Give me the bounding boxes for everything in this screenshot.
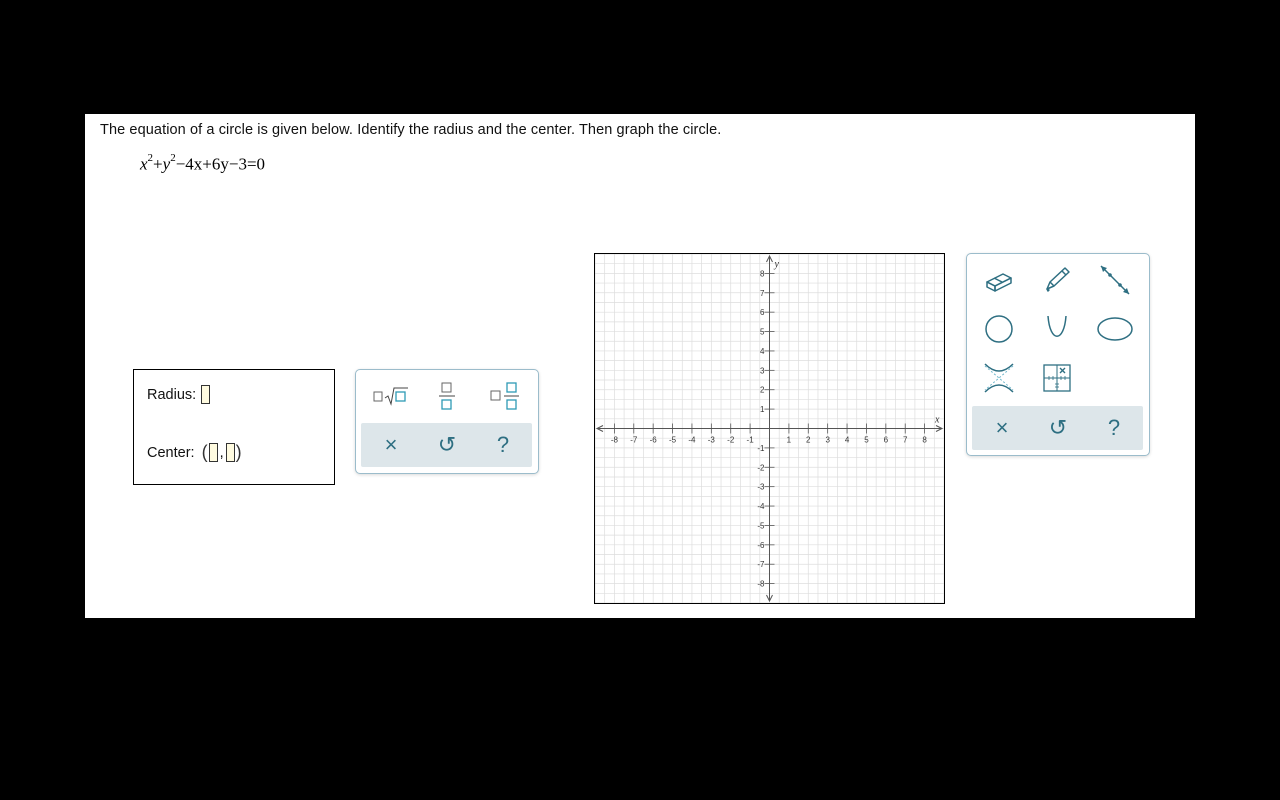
ellipse-tool[interactable]	[1095, 309, 1135, 349]
radius-input[interactable]	[201, 385, 210, 404]
x-tick-label: 4	[844, 435, 850, 445]
x-tick-label: -6	[649, 435, 657, 445]
x-tick-label: -8	[610, 435, 618, 445]
mixed-number-template-button[interactable]	[480, 380, 530, 412]
center-comma: ,	[219, 444, 224, 461]
undo-icon: ↺	[1048, 415, 1068, 440]
x-tick-label: 3	[825, 435, 830, 445]
eraser-icon	[983, 266, 1015, 294]
center-input-group	[201, 442, 243, 463]
radius-label: Radius:	[147, 386, 197, 403]
y-tick-label: -5	[757, 521, 765, 531]
equation-y: y	[162, 154, 171, 174]
hyperbola-icon	[982, 361, 1016, 395]
pencil-icon	[1041, 264, 1073, 296]
y-tick-label: 7	[760, 288, 765, 298]
parabola-icon	[1043, 313, 1071, 345]
y-tick-label: 1	[760, 405, 765, 415]
pencil-tool[interactable]	[1037, 260, 1077, 300]
graph-help-button[interactable]	[1089, 406, 1139, 450]
graph-clear-button[interactable]	[977, 406, 1027, 450]
answer-box	[133, 369, 335, 485]
ellipse-icon	[1096, 315, 1134, 343]
y-tick-label: 8	[760, 269, 765, 279]
y-axis-label: y	[774, 259, 779, 270]
x-tick-label: 5	[864, 435, 869, 445]
equation-plus: +	[153, 154, 163, 174]
equation-exponent-y: 2	[170, 152, 176, 164]
x-tick-label: -5	[668, 435, 677, 445]
x-tick-label: 2	[806, 435, 811, 445]
y-tick-label: -6	[757, 540, 765, 550]
x-tick-label: 8	[922, 435, 927, 445]
center-x-input[interactable]	[209, 443, 218, 462]
circle-tool[interactable]	[979, 309, 1019, 349]
help-icon: ?	[496, 432, 510, 457]
fraction-template-icon	[435, 381, 459, 411]
x-axis-label: x	[935, 414, 940, 426]
center-label: Center:	[147, 444, 195, 461]
graph-tools-action-bar	[972, 406, 1143, 450]
x-tick-label: 7	[902, 435, 908, 445]
y-tick-label: 6	[760, 308, 765, 318]
point-grid-tool[interactable]	[1037, 358, 1077, 398]
y-tick-label: 2	[760, 385, 765, 395]
x-tick-label: 6	[883, 435, 889, 445]
x-tick-label: -3	[707, 435, 715, 445]
center-open-paren: (	[201, 442, 208, 462]
center-y-input[interactable]	[226, 443, 235, 462]
point-grid-icon	[1041, 362, 1073, 394]
parabola-tool[interactable]	[1037, 309, 1077, 349]
y-tick-label: 3	[760, 366, 765, 376]
x-tick-label: -7	[630, 435, 638, 445]
graph-area[interactable]	[594, 253, 945, 604]
clear-icon: ×	[995, 415, 1009, 440]
clear-button[interactable]	[366, 423, 416, 467]
hyperbola-tool[interactable]	[979, 358, 1019, 398]
equation-rest: −4x+6y−3=0	[175, 154, 266, 174]
help-icon: ?	[1107, 415, 1121, 440]
eraser-tool[interactable]	[979, 260, 1019, 300]
graph-undo-button[interactable]	[1033, 406, 1083, 450]
line-tool[interactable]	[1095, 260, 1135, 300]
mixed-number-template-icon	[487, 381, 523, 411]
radius-row	[147, 385, 210, 404]
sqrt-template-icon	[370, 384, 410, 408]
x-tick-label: -4	[688, 435, 696, 445]
circle-icon	[983, 313, 1015, 345]
clear-icon: ×	[384, 432, 398, 457]
center-row	[147, 442, 243, 463]
x-tick-label: -2	[727, 435, 735, 445]
math-palette	[355, 369, 539, 474]
y-tick-label: -1	[757, 443, 765, 453]
y-tick-label: -7	[757, 560, 765, 570]
y-tick-label: -8	[757, 579, 765, 589]
math-palette-action-bar	[361, 423, 532, 467]
y-tick-label: 4	[760, 346, 765, 356]
y-tick-label: -2	[757, 463, 765, 473]
undo-button[interactable]	[422, 423, 472, 467]
equation-exponent-x: 2	[147, 152, 154, 164]
center-close-paren: )	[235, 442, 242, 462]
sqrt-template-button[interactable]	[366, 380, 414, 412]
equation-x: x	[140, 154, 148, 174]
x-tick-label: 1	[786, 435, 792, 445]
line-icon	[1098, 263, 1132, 297]
x-tick-label: -1	[746, 435, 754, 445]
help-button[interactable]	[478, 423, 528, 467]
circle-equation	[140, 154, 265, 175]
undo-icon: ↺	[437, 432, 457, 457]
fraction-template-button[interactable]	[424, 380, 470, 412]
graph-tools-palette	[966, 253, 1150, 456]
question-panel	[85, 114, 1195, 618]
coordinate-plane[interactable]	[595, 254, 944, 603]
y-tick-label: -3	[757, 482, 765, 492]
y-tick-label: -4	[757, 502, 765, 512]
y-tick-label: 5	[760, 327, 765, 337]
question-prompt: The equation of a circle is given below. Identify the radius and the center. Then graph the circle.	[100, 122, 722, 138]
